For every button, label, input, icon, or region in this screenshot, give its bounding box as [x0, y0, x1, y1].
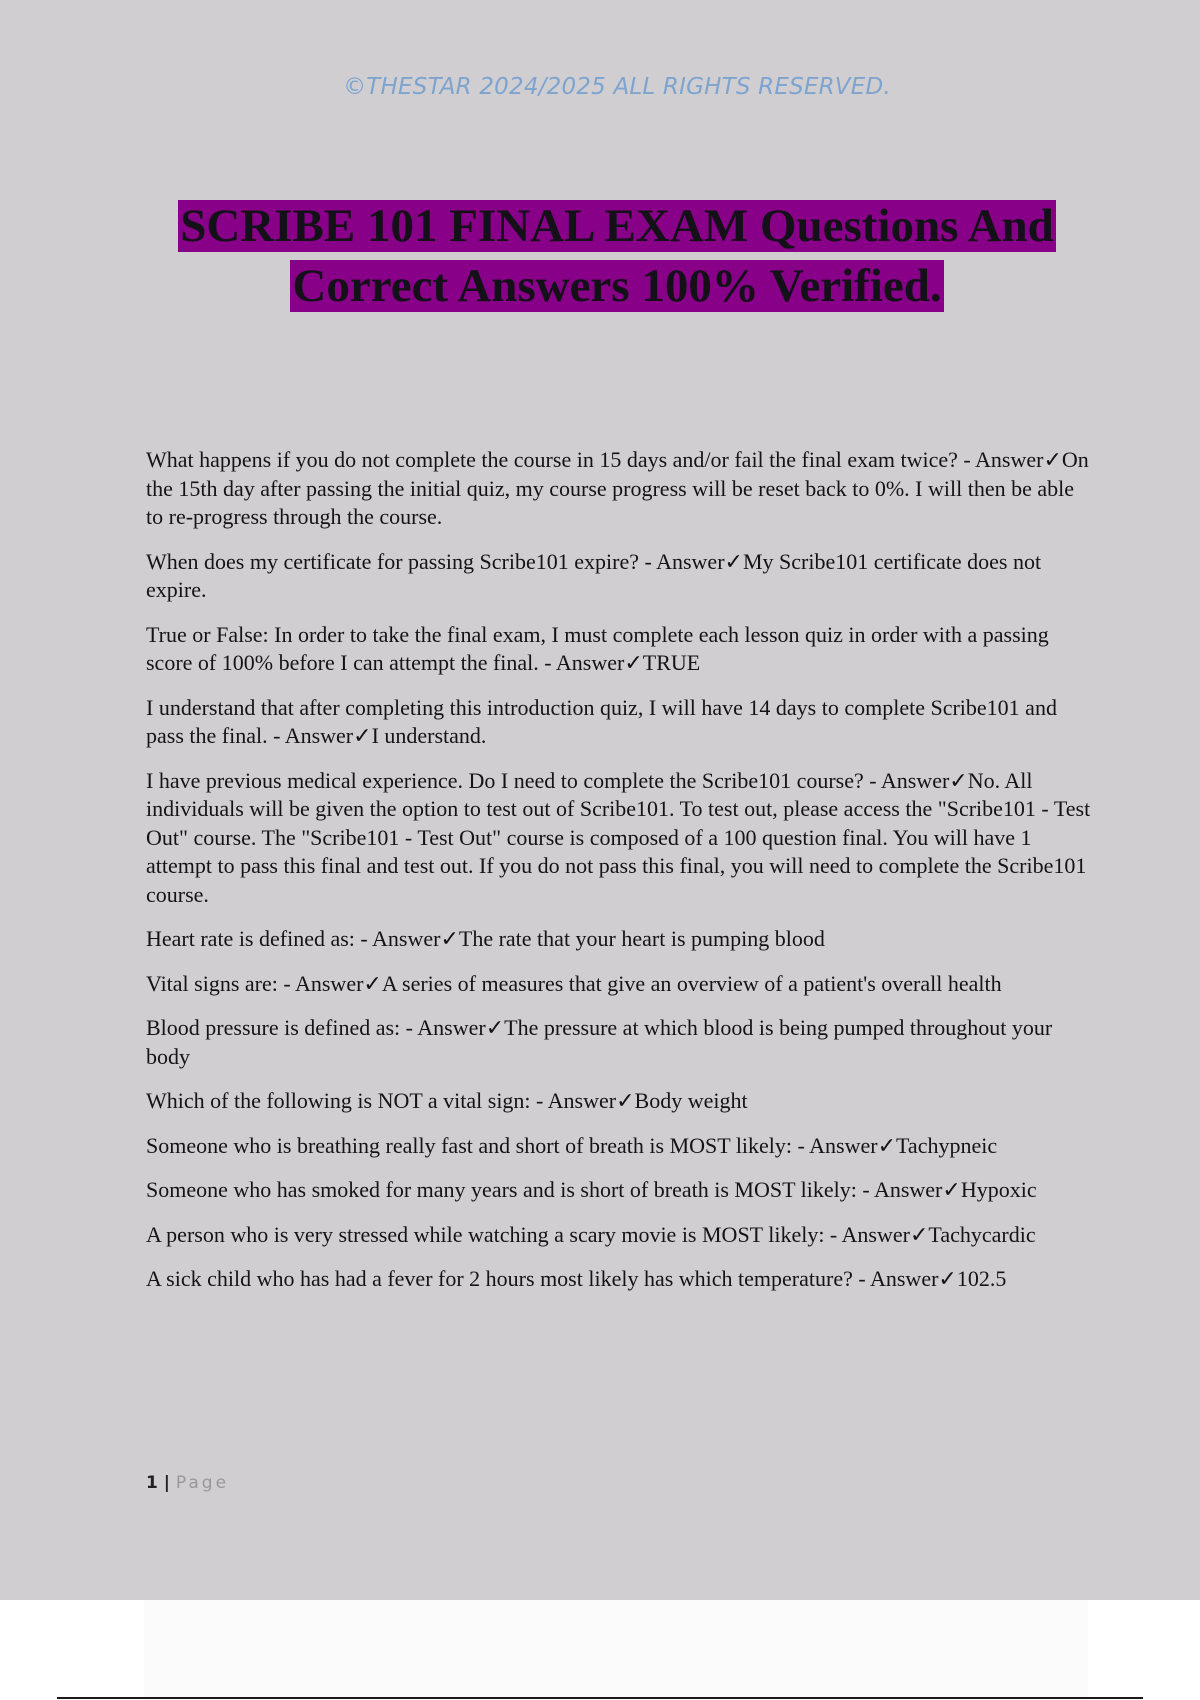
title-line-2: Correct Answers 100% Verified.: [292, 260, 942, 312]
qa-question: Blood pressure is defined as: -: [146, 1015, 418, 1040]
answer-label: Answer✓: [656, 548, 743, 574]
qa-item: [146, 1132, 1092, 1161]
answer-label: Answer✓: [880, 767, 968, 793]
qa-question: Someone who has smoked for many years and is short of breath is MOST likely: -: [146, 1177, 874, 1202]
qa-question: I understand that after completing this introduction quiz, I will have 14 days to complete Scribe101 and pass the final. -: [146, 694, 1057, 748]
qa-question: Heart rate is defined as: -: [146, 926, 373, 951]
answer-label: Answer✓: [555, 650, 643, 675]
qa-item: [146, 1014, 1092, 1071]
qa-item: [146, 1176, 1092, 1205]
qa-item: [146, 1265, 1092, 1294]
next-page-strip: [144, 1600, 1088, 1700]
copyright-header: ©THESTAR 2024/2025 ALL RIGHTS RESERVED.: [343, 74, 891, 100]
qa-question: A person who is very stressed while watching a scary movie is MOST likely: -: [146, 1221, 842, 1247]
answer-label: Answer✓: [869, 1266, 957, 1291]
qa-question: I have previous medical experience. Do I need to complete the Scribe101 course? -: [146, 767, 881, 793]
qa-answer: The rate that your heart is pumping blood: [458, 926, 825, 951]
qa-question: Vital signs are: -: [146, 970, 295, 996]
page-number: [146, 1473, 229, 1493]
page-number-separator: |: [157, 1473, 176, 1493]
qa-question: True or False: In order to take the final exam, I must complete each lesson quiz in order with a passing score of 100% before I can attempt the final. -: [146, 621, 1049, 675]
qa-answer: Tachypneic: [896, 1132, 998, 1158]
document-title: [100, 196, 1134, 316]
qa-answer: Hypoxic: [960, 1177, 1037, 1202]
qa-answer: 102.5: [956, 1266, 1007, 1291]
answer-label: Answer✓: [372, 926, 459, 951]
qa-answer: A series of measures that give an overview of a patient's overall health: [381, 970, 1002, 996]
qa-question: Which of the following is NOT a vital sign: -: [146, 1088, 548, 1113]
answer-label: Answer✓: [975, 447, 1062, 472]
page-number-value: 1: [146, 1473, 158, 1493]
qa-list: [146, 446, 1092, 1310]
qa-item: [146, 1221, 1092, 1250]
qa-answer: I understand.: [371, 723, 487, 748]
bottom-rule: [57, 1697, 1143, 1699]
answer-label: Answer✓: [294, 970, 382, 996]
answer-label: Answer✓: [547, 1088, 635, 1113]
qa-answer: Tachycardic: [928, 1221, 1036, 1247]
qa-answer: Body weight: [634, 1088, 748, 1113]
answer-label: Answer✓: [841, 1221, 929, 1247]
qa-answer: On the 15th day after passing the initial quiz, my course progress will be reset back to 0%. I will then be able to re-progress through the course.: [146, 447, 1089, 529]
qa-answer: TRUE: [642, 650, 701, 675]
qa-item: [146, 548, 1092, 605]
page-number-label: Page: [175, 1473, 230, 1493]
qa-answer: My Scribe101 certificate does not expire.: [146, 548, 1042, 602]
answer-label: Answer✓: [809, 1132, 897, 1158]
qa-item: [146, 925, 1092, 954]
qa-answer: The pressure at which blood is being pumped throughout your body: [146, 1015, 1053, 1069]
qa-item: [146, 621, 1092, 678]
qa-item: [146, 446, 1092, 532]
qa-item: [146, 694, 1092, 751]
answer-label: Answer✓: [417, 1015, 505, 1040]
qa-question: What happens if you do not complete the course in 15 days and/or fail the final exam twice? -: [146, 447, 976, 472]
qa-question: A sick child who has had a fever for 2 hours most likely has which temperature? -: [146, 1266, 870, 1291]
qa-question: Someone who is breathing really fast and short of breath is MOST likely: -: [146, 1132, 810, 1158]
qa-question: When does my certificate for passing Scribe101 expire? -: [146, 548, 657, 574]
answer-label: Answer✓: [284, 723, 372, 748]
qa-item: [146, 1087, 1092, 1116]
qa-item: [146, 767, 1092, 910]
title-line-1: SCRIBE 101 FINAL EXAM Questions And: [180, 200, 1054, 252]
qa-item: [146, 970, 1092, 999]
answer-label: Answer✓: [873, 1177, 961, 1202]
qa-answer: No. All individuals will be given the option to test out of Scribe101. To test out, please access the "Scribe101 - Test Out" course. The "Scribe101 - Test Out" course is composed of a 100 question final. You will have 1 attempt to pass this final and test out. If you do not pass this final, you will need to complete the Scribe101 course.: [146, 767, 1091, 907]
